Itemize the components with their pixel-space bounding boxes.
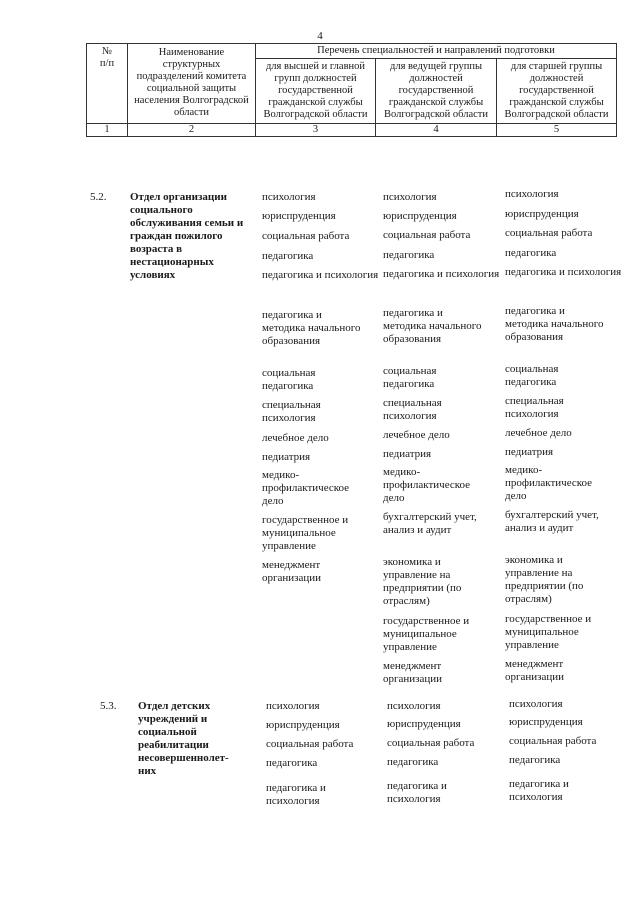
column-number: 3: [256, 124, 376, 137]
section-title: Отдел организации социального обслуживания семьи и граждан пожилого возраста в нестационарных условиях: [130, 191, 244, 281]
specialty-item: педиатрия: [262, 451, 311, 463]
column-number: 1: [87, 124, 128, 137]
specialty-item: государственное и муниципальное управление: [262, 514, 349, 552]
specialty-item: юриспруденция: [505, 208, 579, 220]
specialty-item: педагогика: [262, 250, 314, 262]
specialty-item: социальная педагогика: [262, 367, 316, 392]
specialty-item: лечебное дело: [383, 429, 450, 441]
section-title: Отдел детских учреждений и социальной реабилитации несовершеннолет-них: [138, 700, 229, 777]
header-table: [86, 43, 617, 137]
specialty-item: педагогика и психология: [266, 782, 326, 807]
specialty-item: медико-профилактическое дело: [262, 469, 350, 507]
specialty-item: педагогика и психология: [262, 269, 379, 281]
specialty-item: педагогика и психология: [509, 778, 569, 803]
specialty-item: специальная психология: [505, 395, 564, 420]
specialty-item: психология: [383, 191, 437, 203]
specialty-item: юриспруденция: [383, 210, 457, 222]
specialty-item: менеджмент организации: [505, 658, 565, 683]
specialty-item: юриспруденция: [387, 718, 461, 730]
specialty-item: юриспруденция: [262, 210, 336, 222]
specialty-item: социальная работа: [262, 230, 350, 242]
specialty-item: педагогика и психология: [383, 268, 500, 280]
specialty-item: педагогика и психология: [505, 266, 622, 278]
specialty-item: педагогика: [505, 247, 557, 259]
specialty-item: педагогика и методика начального образования: [262, 309, 361, 347]
section-number: 5.3.: [100, 700, 117, 712]
specialty-item: педиатрия: [383, 448, 432, 460]
specialty-item: юриспруденция: [509, 716, 583, 728]
specialty-item: менеджмент организации: [383, 660, 443, 685]
specialty-item: бухгалтерский учет, анализ и аудит: [383, 511, 477, 536]
specialty-item: медико-профилактическое дело: [383, 466, 471, 504]
specialty-item: психология: [387, 700, 441, 712]
specialty-item: педагогика и методика начального образования: [383, 307, 482, 345]
specialty-item: педагогика: [509, 754, 561, 766]
specialty-item: педагогика: [387, 756, 439, 768]
specialty-item: экономика и управление на предприятии (по отраслям): [505, 554, 584, 605]
header-col-list: Перечень специальностей и направлений подготовки: [256, 44, 617, 59]
specialty-item: бухгалтерский учет, анализ и аудит: [505, 509, 599, 534]
specialty-item: педагогика и психология: [387, 780, 447, 805]
section-number: 5.2.: [90, 191, 107, 203]
specialty-item: педиатрия: [505, 446, 554, 458]
specialty-item: социальная работа: [509, 735, 597, 747]
column-number: 4: [376, 124, 497, 137]
specialty-item: социальная педагогика: [383, 365, 437, 390]
specialty-item: социальная работа: [266, 738, 354, 750]
specialty-item: лечебное дело: [505, 427, 572, 439]
specialty-item: экономика и управление на предприятии (по отраслям): [383, 556, 462, 607]
specialty-item: медико-профилактическое дело: [505, 464, 593, 502]
specialty-item: педагогика: [266, 757, 318, 769]
header-col-number: № п/п: [87, 44, 128, 124]
specialty-item: социальная работа: [387, 737, 475, 749]
specialty-item: психология: [505, 188, 559, 200]
header-col-senior-group: для старшей группы должностей государственной гражданской службы Волгоградской области: [497, 59, 617, 124]
specialty-item: государственное и муниципальное управление: [505, 613, 592, 651]
specialty-item: психология: [262, 191, 316, 203]
specialty-item: педагогика и методика начального образования: [505, 305, 604, 343]
header-col-lead-group: для ведущей группы должностей государственной гражданской службы Волгоградской области: [376, 59, 497, 124]
specialty-item: социальная работа: [505, 227, 593, 239]
column-number: 2: [128, 124, 256, 137]
specialty-item: государственное и муниципальное управление: [383, 615, 470, 653]
specialty-item: менеджмент организации: [262, 559, 322, 584]
specialty-item: специальная психология: [262, 399, 321, 424]
specialty-item: юриспруденция: [266, 719, 340, 731]
header-col-top-group: для высшей и главной групп должностей государственной гражданской службы Волгоградской области: [256, 59, 376, 124]
specialty-item: лечебное дело: [262, 432, 329, 444]
column-number: 5: [497, 124, 617, 137]
specialty-item: социальная педагогика: [505, 363, 559, 388]
header-col-name: Наименование структурных подразделений комитета социальной защиты населения Волгоградской области: [128, 44, 256, 124]
specialty-item: психология: [266, 700, 320, 712]
specialty-item: педагогика: [383, 249, 435, 261]
specialty-item: психология: [509, 698, 563, 710]
specialty-item: социальная работа: [383, 229, 471, 241]
specialty-item: специальная психология: [383, 397, 442, 422]
page-number: 4: [317, 30, 323, 42]
